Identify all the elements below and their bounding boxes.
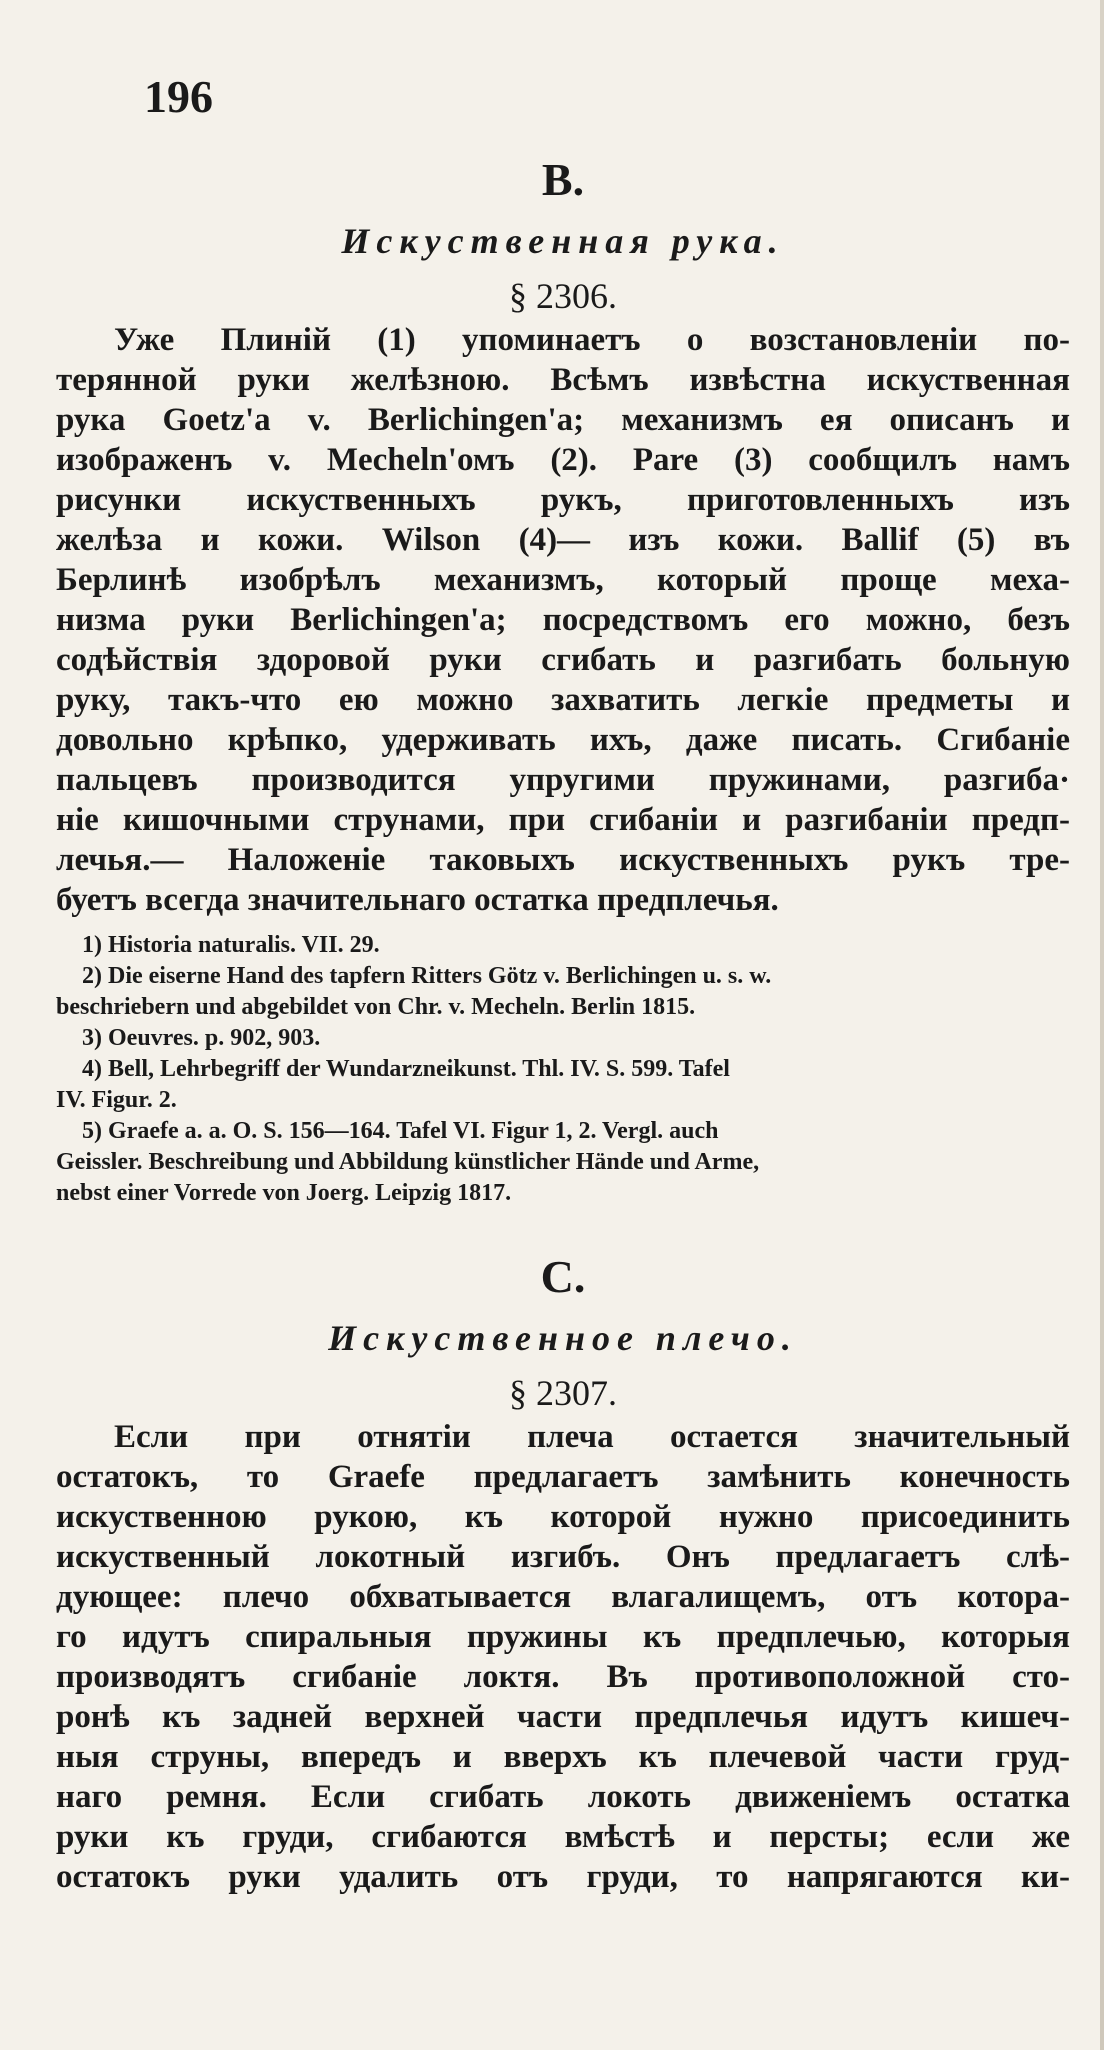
page-number: 196 — [144, 71, 213, 122]
footnote-2-continued: beschriebern und abgebildet von Chr. v. Mecheln. Berlin 1815. — [56, 994, 696, 1020]
text-line: терянной руки желѣзною. Всѣмъ извѣстна искуственная — [56, 362, 1070, 398]
text-line: желѣза и кожи. Wilson (4)— изъ кожи. Ballif (5) въ — [56, 522, 1070, 558]
text-line: остатокъ руки удалить отъ груди, то напрягаются ки- — [56, 1859, 1070, 1895]
footnote-4: 4) Bell, Lehrbegriff der Wundarzneikunst. Thl. IV. S. 599. Tafel — [82, 1056, 730, 1082]
text-line: ніе кишочными струнами, при сгибаніи и разгибаніи предп- — [56, 802, 1070, 838]
section-c-body — [56, 1417, 1070, 1897]
text-line: низма руки Berlichingen'a; посредствомъ его можно, безъ — [56, 602, 1070, 638]
section-b-paragraph-number: § 2306. — [509, 276, 617, 316]
section-c-title: Искуственное плечо. — [328, 1318, 798, 1358]
text-line: Если при отнятіи плеча остается значительный — [114, 1419, 1070, 1455]
text-line: Берлинѣ изобрѣлъ механизмъ, который проще меха- — [56, 562, 1070, 598]
footnote-5-continued: nebst einer Vorrede von Joerg. Leipzig 1817. — [56, 1180, 512, 1206]
section-b-letter: B. — [541, 154, 585, 205]
text-line: наго ремня. Если сгибать локоть движеніемъ остатка — [56, 1779, 1070, 1815]
text-line: ныя струны, впередъ и вверхъ къ плечевой части груд- — [56, 1739, 1070, 1775]
text-line: производятъ сгибаніе локтя. Въ противоположной сто- — [56, 1659, 1070, 1695]
section-b-title: Искуственная рука. — [341, 221, 785, 261]
text-line: рисунки искуственныхъ рукъ, приготовленныхъ изъ — [56, 482, 1070, 518]
footnote-4-continued: IV. Figur. 2. — [56, 1087, 177, 1113]
section-c-paragraph-number: § 2307. — [509, 1373, 617, 1413]
text-line: Уже Плиній (1) упоминаетъ о возстановленіи по- — [114, 322, 1070, 358]
section-b-footnotes — [56, 930, 1070, 1209]
footnote-5: 5) Graefe a. a. O. S. 156—164. Tafel VI. Figur 1, 2. Vergl. auch — [82, 1118, 719, 1144]
section-b-body — [56, 320, 1070, 920]
section-c-letter: C. — [540, 1251, 586, 1302]
text-line: содѣйствія здоровой руки сгибать и разгибать больную — [56, 642, 1070, 678]
text-line: довольно крѣпко, удерживать ихъ, даже писать. Сгибаніе — [56, 722, 1070, 758]
text-line: искуственный локотный изгибъ. Онъ предлагаетъ слѣ- — [56, 1539, 1070, 1575]
text-line: искуственною рукою, къ которой нужно присоединить — [56, 1499, 1070, 1535]
text-line: го идутъ спиральныя пружины къ предплечью, которыя — [56, 1619, 1070, 1655]
text-line: руки къ груди, сгибаются вмѣстѣ и персты; если же — [56, 1819, 1070, 1855]
text-line: руку, такъ-что ею можно захватить легкіе предметы и — [56, 682, 1070, 718]
footnote-3: 3) Oeuvres. p. 902, 903. — [82, 1025, 321, 1051]
text-line: остатокъ, то Graefe предлагаетъ замѣнить конечность — [56, 1459, 1070, 1495]
section-divider-space — [56, 1209, 1070, 1237]
text-line: пальцевъ производится упругими пружинами, разгиба· — [56, 762, 1070, 798]
text-line: рука Goetz'a v. Berlichingen'a; механизмъ ея описанъ и — [56, 402, 1070, 438]
footnote-2: 2) Die eiserne Hand des tapfern Ritters Götz v. Berlichingen u. s. w. — [82, 963, 772, 989]
text-line: ронѣ къ задней верхней части предплечья идутъ кишеч- — [56, 1699, 1070, 1735]
page-edge-shadow — [1100, 0, 1104, 2050]
text-line: лечья.— Наложеніе таковыхъ искуственныхъ рукъ тре- — [56, 842, 1070, 878]
footnote-5-continued: Geissler. Beschreibung und Abbildung künstlicher Hände und Arme, — [56, 1149, 760, 1175]
text-line: дующее: плечо обхватывается влагалищемъ, отъ которa- — [56, 1579, 1070, 1615]
footnote-1: 1) Historia naturalis. VII. 29. — [82, 932, 380, 958]
text-line: буетъ всегда значительнаго остатка предплечья. — [56, 882, 779, 918]
text-line: изображенъ v. Mecheln'омъ (2). Pare (3) сообщилъ намъ — [56, 442, 1070, 478]
